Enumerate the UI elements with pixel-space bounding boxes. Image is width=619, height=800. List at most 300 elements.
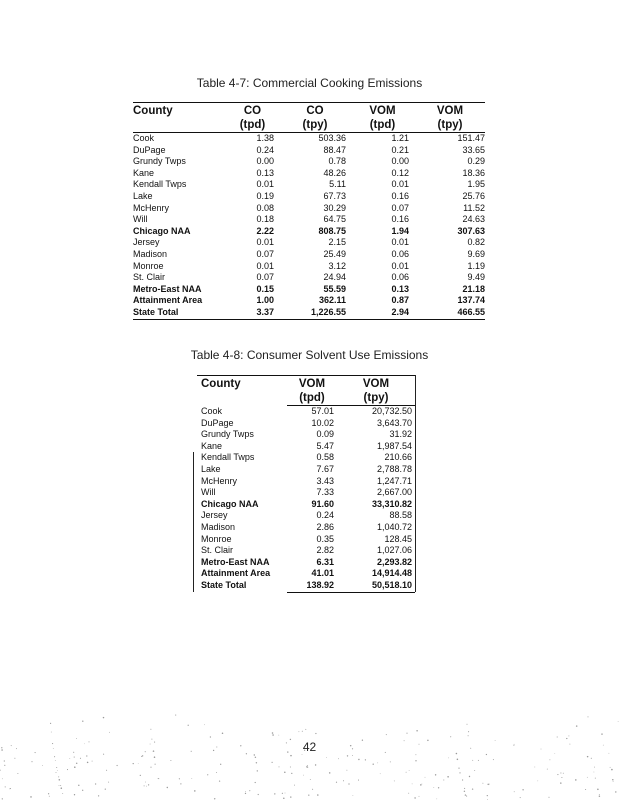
speckle-dot	[158, 778, 159, 779]
speckle-dot	[272, 732, 274, 734]
speckle-dot	[415, 754, 416, 755]
speckle-dot	[272, 762, 273, 763]
consumer-solvent-use-emissions-table	[197, 375, 415, 593]
speckle-dot	[373, 764, 374, 765]
speckle-dot	[245, 793, 246, 794]
county-cell: Kane	[201, 440, 223, 451]
value-cell: 55.59	[323, 283, 346, 294]
speckle-dot	[464, 791, 465, 792]
speckle-dot	[576, 725, 577, 726]
value-cell: 0.12	[391, 167, 409, 178]
speckle-dot	[575, 779, 577, 781]
column-header-co-tpy: CO	[280, 103, 350, 119]
county-cell: Madison	[133, 248, 168, 259]
value-cell: 307.63	[457, 225, 485, 236]
speckle-dot	[254, 754, 255, 755]
column-header-vom-tpd: VOM	[287, 376, 337, 392]
county-cell: Will	[133, 214, 148, 225]
county-cell: McHenry	[201, 475, 238, 486]
speckle-dot	[258, 794, 259, 795]
table-row	[133, 145, 485, 157]
speckle-dot	[5, 786, 6, 787]
speckle-dot	[2, 778, 3, 779]
county-cell: Cook	[133, 133, 155, 143]
speckle-dot	[14, 758, 15, 759]
table-row	[133, 179, 485, 191]
value-cell: 88.47	[323, 144, 346, 155]
speckle-dot	[106, 770, 107, 771]
speckle-dot	[290, 755, 292, 757]
value-cell: 9.49	[467, 272, 485, 283]
speckle-dot	[294, 785, 295, 786]
value-cell: 0.01	[391, 179, 409, 190]
speckle-dot	[103, 717, 104, 718]
value-cell: 1,040.72	[376, 521, 412, 532]
value-cell: 1.00	[256, 295, 274, 306]
speckle-dot	[336, 782, 337, 783]
column-subheader-unit: (tpd)	[350, 118, 415, 133]
value-cell: 0.29	[467, 156, 485, 167]
speckle-dot	[457, 759, 459, 761]
speckle-dot	[315, 764, 316, 765]
speckle-dot	[348, 783, 349, 784]
speckle-dot	[194, 790, 196, 792]
speckle-dot	[290, 766, 291, 767]
speckle-dot	[587, 756, 589, 758]
value-cell: 0.00	[256, 156, 274, 167]
speckle-dot	[377, 763, 378, 764]
value-cell: 25.76	[462, 190, 485, 201]
speckle-dot	[154, 756, 156, 758]
table-row	[133, 156, 485, 168]
speckle-dot	[329, 772, 331, 774]
table-row	[197, 487, 415, 499]
value-cell: 0.21	[391, 144, 409, 155]
column-subheader-unit: (tpd)	[287, 391, 337, 406]
speckle-dot	[4, 765, 5, 766]
value-cell: 3.12	[328, 260, 346, 271]
value-cell: 503.36	[318, 133, 346, 143]
speckle-dot	[60, 785, 61, 786]
speckle-dot	[61, 787, 63, 789]
speckle-dot	[302, 731, 303, 732]
speckle-dot	[478, 760, 479, 761]
county-cell: Jersey	[133, 237, 160, 248]
speckle-dot	[438, 787, 439, 788]
table-border-right	[415, 375, 416, 592]
speckle-dot	[298, 731, 299, 732]
speckle-dot	[155, 764, 156, 765]
table-row	[133, 261, 485, 273]
speckle-dot	[291, 773, 292, 774]
table-row	[197, 418, 415, 430]
speckle-dot	[49, 796, 50, 797]
speckle-dot	[249, 790, 250, 791]
county-cell: McHenry	[133, 202, 170, 213]
speckle-dot	[419, 796, 420, 797]
value-cell: 0.07	[391, 202, 409, 213]
speckle-dot	[412, 784, 413, 785]
speckle-dot	[595, 778, 596, 779]
speckle-dot	[204, 724, 205, 725]
table-row	[133, 203, 485, 215]
table-row	[197, 464, 415, 476]
table-row	[197, 476, 415, 488]
speckle-dot	[222, 733, 224, 735]
speckle-dot	[307, 767, 308, 768]
value-cell: 1.21	[391, 133, 409, 143]
value-cell: 3.43	[316, 475, 334, 486]
speckle-dot	[4, 760, 5, 761]
value-cell: 0.00	[391, 156, 409, 167]
value-cell: 7.67	[316, 463, 334, 474]
speckle-dot	[326, 757, 327, 758]
speckle-dot	[290, 796, 291, 797]
table-row	[133, 191, 485, 203]
value-cell: 2.86	[316, 521, 334, 532]
county-cell: Attainment Area	[201, 568, 271, 579]
speckle-dot	[386, 734, 387, 735]
speckle-dot	[549, 759, 550, 760]
speckle-dot	[105, 788, 106, 789]
value-cell: 0.82	[467, 237, 485, 248]
county-cell: State Total	[133, 307, 225, 319]
value-cell: 0.01	[256, 237, 274, 248]
speckle-dot	[435, 774, 436, 775]
speckle-dot	[302, 754, 303, 755]
speckle-dot	[74, 794, 75, 795]
value-cell: 30.29	[323, 202, 346, 213]
speckle-dot	[17, 773, 18, 774]
value-cell: 0.16	[391, 190, 409, 201]
speckle-dot	[343, 780, 344, 781]
speckle-dot	[520, 797, 521, 798]
speckle-dot	[56, 772, 57, 773]
speckle-dot	[140, 775, 141, 776]
value-cell: 0.01	[391, 260, 409, 271]
speckle-dot	[315, 733, 316, 734]
speckle-dot	[522, 789, 523, 790]
speckle-dot	[255, 782, 256, 783]
speckle-dot	[408, 793, 409, 794]
column-header-co-tpd: CO	[225, 103, 280, 119]
table-row	[197, 568, 415, 580]
value-cell: 1.94	[391, 225, 409, 236]
county-cell: Grundy Twps	[201, 429, 254, 440]
table-4-8-caption: Table 4-8: Consumer Solvent Use Emissions	[190, 348, 429, 362]
value-cell: 20,732.50	[371, 406, 412, 416]
speckle-dot	[591, 758, 592, 759]
value-cell: 0.09	[316, 429, 334, 440]
speckle-dot	[425, 777, 426, 778]
speckle-dot	[472, 788, 473, 789]
speckle-dot	[31, 761, 32, 762]
speckle-dot	[557, 774, 558, 775]
county-cell: State Total	[201, 580, 247, 591]
speckle-dot	[560, 782, 561, 783]
value-cell: 2,293.82	[376, 556, 412, 567]
column-subheader-unit: (tpd)	[225, 118, 280, 133]
speckle-dot	[55, 760, 56, 761]
table-row	[133, 133, 485, 145]
speckle-dot	[409, 770, 410, 771]
table-row	[133, 214, 485, 226]
value-cell: 5.47	[316, 440, 334, 451]
speckle-dot	[312, 789, 313, 790]
speckle-dot	[469, 776, 470, 777]
speckle-dot	[210, 736, 211, 737]
column-subheader	[197, 391, 287, 406]
speckle-dot	[468, 731, 469, 732]
speckle-dot	[601, 733, 602, 734]
speckle-dot	[365, 759, 366, 760]
table-row	[133, 272, 485, 284]
speckle-dot	[78, 785, 79, 786]
county-cell: Jersey	[201, 510, 228, 521]
value-cell: 137.74	[457, 295, 485, 306]
column-subheader-unit: (tpy)	[415, 118, 485, 133]
speckle-dot	[594, 772, 595, 773]
speckle-dot	[317, 794, 319, 796]
value-cell: 0.01	[256, 179, 274, 190]
speckle-dot	[109, 732, 110, 733]
speckle-dot	[615, 791, 616, 792]
value-cell: 6.31	[316, 556, 334, 567]
speckle-dot	[9, 789, 10, 790]
county-cell: Metro-East NAA	[133, 283, 202, 294]
value-cell: 0.15	[256, 283, 274, 294]
speckle-dot	[568, 735, 569, 736]
speckle-dot	[285, 793, 286, 794]
speckle-dot	[303, 775, 304, 776]
speckle-dot	[138, 763, 139, 764]
speckle-dot	[353, 795, 354, 796]
speckle-dot	[146, 786, 147, 787]
speckle-dot	[87, 762, 89, 764]
speckle-dot	[245, 791, 246, 792]
speckle-dot	[86, 755, 87, 756]
speckle-dot	[82, 790, 83, 791]
column-header-vom-tpy: VOM	[337, 376, 415, 392]
county-cell: Kane	[133, 167, 155, 178]
table-border-left	[193, 452, 194, 592]
value-cell: 24.63	[462, 214, 485, 225]
value-cell: 50,518.10	[337, 580, 415, 592]
speckle-dot	[436, 799, 437, 800]
speckle-dot	[67, 769, 68, 770]
table-row	[197, 452, 415, 464]
speckle-dot	[150, 767, 151, 768]
speckle-dot	[108, 782, 109, 783]
value-cell: 0.06	[391, 272, 409, 283]
speckle-dot	[414, 797, 415, 798]
speckle-dot	[59, 785, 60, 786]
speckle-dot	[420, 784, 422, 786]
speckle-dot	[447, 776, 449, 778]
value-cell: 88.58	[389, 510, 412, 521]
table-row	[133, 249, 485, 261]
speckle-dot	[282, 793, 283, 794]
value-cell: 24.94	[323, 272, 346, 283]
table-row	[197, 557, 415, 569]
speckle-dot	[394, 780, 395, 781]
column-subheader-unit: (tpy)	[337, 391, 415, 406]
speckle-dot	[585, 789, 586, 790]
value-cell: 0.07	[256, 248, 274, 259]
speckle-dot	[352, 755, 353, 756]
speckle-dot	[272, 734, 274, 736]
value-cell: 0.07	[256, 272, 274, 283]
speckle-dot	[30, 796, 32, 798]
value-cell: 25.49	[323, 248, 346, 259]
speckle-dot	[219, 780, 220, 781]
page-number: 42	[302, 740, 317, 754]
table-row	[197, 580, 415, 592]
table-row	[133, 284, 485, 296]
speckle-dot	[92, 761, 93, 762]
speckle-dot	[599, 795, 600, 796]
speckle-dot	[74, 757, 75, 758]
table-row	[133, 237, 485, 249]
value-cell: 41.01	[311, 568, 334, 579]
speckle-dot	[56, 767, 57, 768]
speckle-dot	[310, 779, 311, 780]
speckle-dot	[167, 787, 168, 788]
value-cell: 21.18	[462, 283, 485, 294]
value-cell: 1,226.55	[280, 307, 350, 319]
speckle-dot	[358, 759, 359, 760]
value-cell: 2.94	[350, 307, 415, 319]
table-row	[197, 429, 415, 441]
table-row	[197, 522, 415, 534]
value-cell: 48.26	[323, 167, 346, 178]
table-row	[133, 226, 485, 238]
speckle-dot	[76, 763, 77, 764]
value-cell: 210.66	[384, 452, 412, 463]
county-cell: St. Clair	[133, 272, 166, 283]
county-cell: St. Clair	[201, 545, 234, 556]
speckle-dot	[257, 770, 258, 771]
speckle-dot	[191, 778, 192, 779]
value-cell: 0.13	[391, 283, 409, 294]
county-cell: Chicago NAA	[133, 225, 191, 236]
column-header-county: County	[133, 103, 225, 119]
county-cell: Grundy Twps	[133, 156, 186, 167]
value-cell: 0.58	[316, 452, 334, 463]
table-row	[197, 510, 415, 522]
value-cell: 1.38	[256, 133, 274, 143]
speckle-dot	[466, 796, 467, 797]
speckle-dot	[599, 794, 600, 795]
column-header-vom-tpd: VOM	[350, 103, 415, 119]
value-cell: 808.75	[318, 225, 346, 236]
speckle-dot	[487, 795, 488, 796]
value-cell: 128.45	[384, 533, 412, 544]
speckle-dot	[347, 755, 348, 756]
speckle-dot	[179, 778, 180, 779]
table-row	[197, 499, 415, 511]
speckle-dot	[175, 715, 176, 716]
value-cell: 3,643.70	[376, 417, 412, 428]
value-cell: 151.47	[457, 133, 485, 143]
value-cell: 2.82	[316, 545, 334, 556]
speckle-dot	[613, 781, 614, 782]
speckle-dot	[406, 733, 407, 734]
speckle-dot	[48, 793, 49, 794]
speckle-dot	[338, 758, 339, 759]
speckle-dot	[284, 771, 286, 773]
speckle-dot	[2, 798, 3, 799]
speckle-dot	[611, 769, 613, 771]
value-cell: 18.36	[462, 167, 485, 178]
value-cell: 0.08	[256, 202, 274, 213]
speckle-dot	[458, 768, 459, 769]
speckle-dot	[548, 797, 549, 798]
value-cell: 67.73	[323, 190, 346, 201]
speckle-dot	[42, 765, 43, 766]
speckle-dot	[514, 791, 515, 792]
speckle-dot	[82, 721, 83, 722]
speckle-dot	[588, 716, 589, 717]
value-cell: 362.11	[318, 295, 346, 306]
value-cell: 138.92	[287, 580, 337, 592]
speckle-dot	[380, 773, 381, 774]
value-cell: 0.01	[256, 260, 274, 271]
speckle-dot	[482, 783, 483, 784]
speckle-dot	[283, 798, 285, 800]
value-cell: 0.18	[256, 214, 274, 225]
speckle-dot	[95, 783, 96, 784]
speckle-dot	[464, 788, 465, 789]
value-cell: 33,310.82	[371, 498, 412, 509]
speckle-dot	[145, 782, 146, 783]
table-row	[197, 534, 415, 546]
value-cell: 10.02	[311, 417, 334, 428]
speckle-dot	[308, 794, 309, 795]
speckle-dot	[474, 770, 475, 771]
value-cell: 0.24	[316, 510, 334, 521]
speckle-dot	[170, 760, 171, 761]
speckle-dot	[618, 721, 619, 722]
speckle-dot	[69, 758, 70, 759]
speckle-dot	[307, 765, 308, 766]
value-cell: 31.92	[389, 429, 412, 440]
speckle-dot	[54, 756, 55, 757]
table-row	[133, 307, 485, 319]
speckle-dot	[58, 776, 59, 777]
value-cell: 2,788.78	[376, 463, 412, 474]
speckle-dot	[278, 735, 279, 736]
speckle-dot	[416, 730, 418, 732]
speckle-dot	[0, 770, 1, 771]
speckle-dot	[534, 767, 535, 768]
county-cell: Chicago NAA	[201, 498, 259, 509]
county-cell: DuPage	[201, 417, 234, 428]
value-cell: 64.75	[323, 214, 346, 225]
table-row	[197, 441, 415, 453]
speckle-dot	[537, 781, 538, 782]
speckle-dot	[144, 785, 145, 786]
speckle-dot	[305, 729, 306, 730]
county-cell: Lake	[201, 463, 221, 474]
county-cell: Monroe	[201, 533, 232, 544]
speckle-dot	[587, 777, 588, 778]
value-cell: 1,247.71	[376, 475, 412, 486]
speckle-dot	[51, 732, 52, 733]
speckle-dot	[80, 758, 81, 759]
value-cell: 9.69	[467, 248, 485, 259]
speckle-dot	[57, 770, 58, 771]
